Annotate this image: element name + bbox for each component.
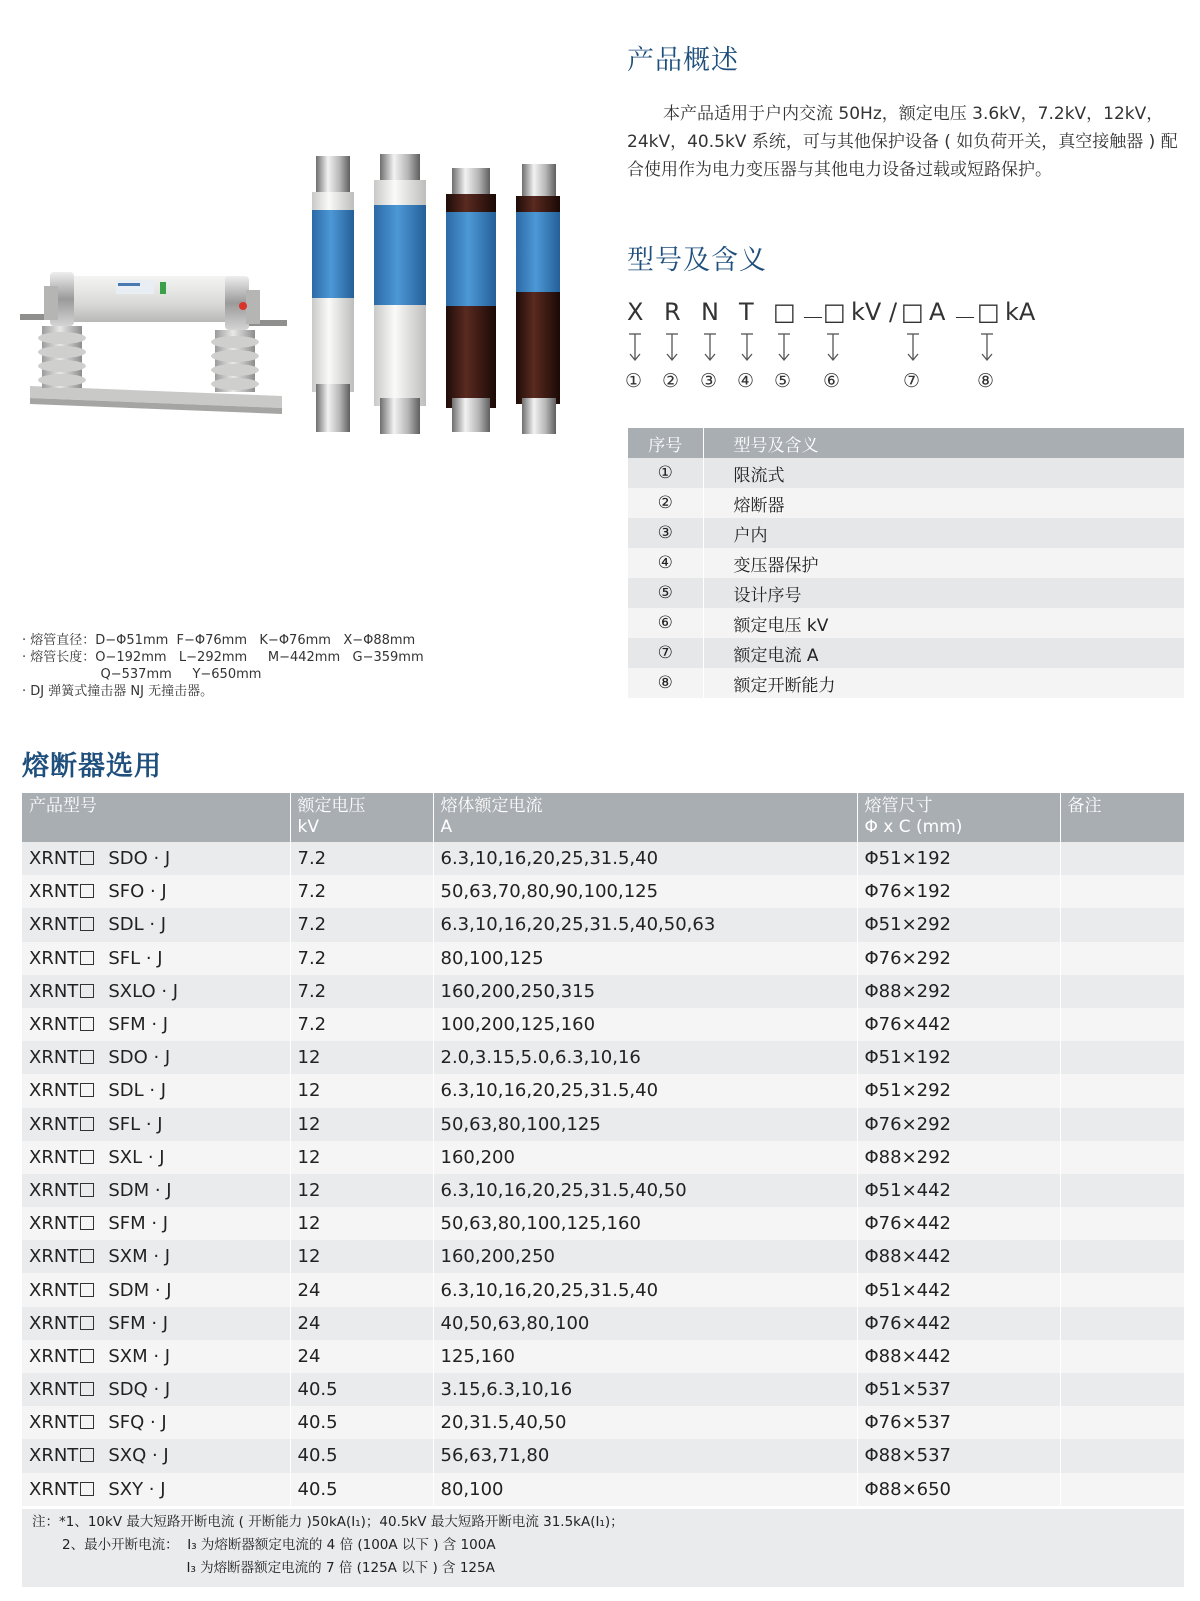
current-cell: 6.3,10,16,20,25,31.5,40,50 [433,1174,857,1207]
column-header: 备注 [1060,793,1184,842]
note-cell [1060,1340,1184,1373]
current-cell: 40,50,63,80,100 [433,1307,857,1340]
note-cell [1060,1439,1184,1472]
table-row [22,875,1184,908]
model-prefix: XRNT [29,1412,79,1434]
table-row [22,1174,1184,1207]
model-prefix: XRNT [29,1279,79,1301]
fuse-base-image [20,268,290,428]
current-cell: 160,200,250,315 [433,975,857,1008]
table-row [22,1406,1184,1439]
voltage-cell: 40.5 [290,1406,433,1439]
placeholder-box-icon [80,951,94,965]
row-meaning: 设计序号 [703,578,1184,608]
model-prefix: XRNT [29,947,79,969]
footnote-line: I₃ 为熔断器额定电流的 7 倍 (125A 以下 ) 含 125A [32,1560,495,1576]
current-cell: 50,63,70,80,90,100,125 [433,875,857,908]
table-row [22,1108,1184,1141]
model-prefix: XRNT [29,1246,79,1268]
fuse-selection-table [22,793,1184,1506]
model-suffix: SFO · J [108,881,167,903]
placeholder-box-icon [80,1150,94,1164]
table-row [22,1307,1184,1340]
model-cell [22,1041,290,1074]
model-suffix: SDO · J [108,848,171,870]
table-row [22,1008,1184,1041]
size-cell: Φ51×442 [857,1174,1060,1207]
placeholder-box-icon [80,1283,94,1297]
model-suffix: SDO · J [108,1047,171,1069]
current-cell: 50,63,80,100,125,160 [433,1207,857,1240]
model-cell [22,1240,290,1273]
table-row [22,1207,1184,1240]
model-suffix: SDL · J [108,1080,167,1102]
current-cell: 160,200,250 [433,1240,857,1273]
table-row [22,1273,1184,1306]
note-cell [1060,1041,1184,1074]
table-row [628,548,1184,578]
placeholder-box-icon [80,1017,94,1031]
code-part: － [801,304,825,332]
note-cell [1060,942,1184,975]
model-cell [22,1008,290,1041]
model-cell [22,908,290,941]
current-cell: 160,200 [433,1141,857,1174]
model-suffix: SDL · J [108,914,167,936]
placeholder-box-icon [80,1083,94,1097]
placeholder-box-icon [80,1448,94,1462]
placeholder-box-icon [80,1415,94,1429]
model-suffix: SDM · J [108,1179,172,1201]
table-row [22,942,1184,975]
selection-title: 熔断器选用 [22,751,162,782]
model-cell [22,1174,290,1207]
table-row [22,908,1184,941]
model-cell [22,1373,290,1406]
model-cell [22,942,290,975]
note-cell [1060,1141,1184,1174]
voltage-cell: 12 [290,1041,433,1074]
table-header-row [22,793,1184,842]
voltage-cell: 7.2 [290,975,433,1008]
code-number: ② [662,370,680,392]
size-cell: Φ76×442 [857,1207,1060,1240]
note-cell [1060,1307,1184,1340]
code-number: ⑥ [823,370,841,392]
code-part: N [701,298,719,326]
row-number: ② [628,488,703,518]
note-cell [1060,1074,1184,1107]
voltage-cell: 12 [290,1108,433,1141]
voltage-cell: 7.2 [290,842,433,875]
column-header: 熔体额定电流 A [433,793,857,842]
placeholder-box-icon [80,851,94,865]
table-row [628,638,1184,668]
model-suffix: SFM · J [108,1312,169,1334]
spec-line: · 熔管直径：D−Φ51mm F−Φ76mm K−Φ76mm X−Φ88mm [22,633,416,648]
placeholder-box-icon [80,1249,94,1263]
overview-text: 本产品适用于户内交流 50Hz，额定电压 3.6kV，7.2kV，12kV，24kV，40.5kV 系统，可与其他保护设备 ( 如负荷开关，真空接触器 ) 配合使用作为电力变压器与其他电力设备过载或短路保护。 [627,104,1178,180]
code-part: － [953,304,977,332]
placeholder-box-icon [80,1316,94,1330]
placeholder-box-icon [80,984,94,998]
column-header: 熔管尺寸 Φ x C (mm) [857,793,1060,842]
placeholder-box-icon [80,1382,94,1396]
model-cell [22,842,290,875]
table-row [628,488,1184,518]
code-part: □ [977,298,1000,326]
model-prefix: XRNT [29,848,79,870]
row-meaning: 额定电流 A [703,638,1184,668]
current-cell: 100,200,125,160 [433,1008,857,1041]
table-row [22,1240,1184,1273]
table-row [628,458,1184,488]
model-suffix: SXM · J [108,1246,171,1268]
table-row [22,1141,1184,1174]
model-prefix: XRNT [29,1312,79,1334]
voltage-cell: 24 [290,1340,433,1373]
code-part: R [664,298,681,326]
table-row [22,1439,1184,1472]
model-prefix: XRNT [29,1080,79,1102]
table-row [628,578,1184,608]
model-cell [22,875,290,908]
voltage-cell: 40.5 [290,1373,433,1406]
model-prefix: XRNT [29,1478,79,1500]
model-suffix: SDQ · J [108,1379,171,1401]
size-cell: Φ76×442 [857,1307,1060,1340]
note-cell [1060,975,1184,1008]
model-suffix: SFQ · J [108,1412,167,1434]
row-meaning: 户内 [703,518,1184,548]
column-header: 序号 [628,428,703,458]
model-cell [22,1406,290,1439]
model-prefix: XRNT [29,1179,79,1201]
current-cell: 6.3,10,16,20,25,31.5,40 [433,1273,857,1306]
product-photo-area [20,150,580,450]
size-cell: Φ88×537 [857,1439,1060,1472]
model-prefix: XRNT [29,914,79,936]
fuse-tubes-image [310,150,570,450]
model-cell [22,1273,290,1306]
note-cell [1060,875,1184,908]
voltage-cell: 12 [290,1141,433,1174]
current-cell: 6.3,10,16,20,25,31.5,40,50,63 [433,908,857,941]
model-suffix: SXL · J [108,1146,165,1168]
code-number: ① [625,370,643,392]
voltage-cell: 12 [290,1074,433,1107]
table-row [22,1373,1184,1406]
column-header: 型号及含义 [703,428,1184,458]
model-suffix: SFL · J [108,947,163,969]
down-arrow-row [627,332,1187,366]
row-number: ③ [628,518,703,548]
size-cell: Φ88×442 [857,1240,1060,1273]
row-number: ① [628,458,703,488]
model-suffix: SFM · J [108,1213,169,1235]
model-prefix: XRNT [29,1345,79,1367]
table-row [628,608,1184,638]
code-part: T [739,298,754,326]
size-cell: Φ76×292 [857,1108,1060,1141]
current-cell: 6.3,10,16,20,25,31.5,40 [433,1074,857,1107]
note-cell [1060,1207,1184,1240]
code-number: ③ [700,370,718,392]
row-number: ⑦ [628,638,703,668]
placeholder-box-icon [80,1117,94,1131]
code-part: A [929,298,946,326]
size-cell: Φ76×442 [857,1008,1060,1041]
size-cell: Φ76×192 [857,875,1060,908]
model-suffix: SXM · J [108,1345,171,1367]
spec-line: · 熔管长度：O−192mm L−292mm M−442mm G−359mm [22,650,424,665]
model-suffix: SDM · J [108,1279,172,1301]
code-number: ⑦ [903,370,921,392]
current-cell: 80,100 [433,1473,857,1506]
model-prefix: XRNT [29,1379,79,1401]
down-arrow-icon [907,334,919,360]
size-cell: Φ51×442 [857,1273,1060,1306]
table-row [22,1041,1184,1074]
model-cell [22,1141,290,1174]
code-number: ⑧ [977,370,995,392]
current-cell: 125,160 [433,1340,857,1373]
placeholder-box-icon [80,884,94,898]
table-row [22,1340,1184,1373]
model-cell [22,1207,290,1240]
note-cell [1060,1174,1184,1207]
voltage-cell: 12 [290,1207,433,1240]
size-cell: Φ76×537 [857,1406,1060,1439]
model-prefix: XRNT [29,1047,79,1069]
current-cell: 80,100,125 [433,942,857,975]
down-arrow-icon [981,334,993,360]
table-row [628,668,1184,698]
row-number: ⑧ [628,668,703,698]
model-prefix: XRNT [29,1213,79,1235]
code-part: kV [851,298,882,326]
size-cell: Φ88×650 [857,1473,1060,1506]
current-cell: 3.15,6.3,10,16 [433,1373,857,1406]
note-cell [1060,1273,1184,1306]
voltage-cell: 40.5 [290,1473,433,1506]
note-cell [1060,1406,1184,1439]
model-suffix: SXY · J [108,1478,166,1500]
column-header: 产品型号 [22,793,290,842]
current-cell: 50,63,80,100,125 [433,1108,857,1141]
footnote-line: 2、最小开断电流： I₃ 为熔断器额定电流的 4 倍 (100A 以下 ) 含 100A [32,1537,496,1553]
voltage-cell: 7.2 [290,942,433,975]
model-code-numbers [627,370,1187,396]
size-cell: Φ51×292 [857,1074,1060,1107]
note-cell [1060,1008,1184,1041]
code-part: X [627,298,644,326]
code-part: kA [1005,298,1036,326]
model-prefix: XRNT [29,881,79,903]
code-part: □ [901,298,924,326]
voltage-cell: 7.2 [290,908,433,941]
model-prefix: XRNT [29,1113,79,1135]
size-cell: Φ51×292 [857,908,1060,941]
voltage-cell: 24 [290,1273,433,1306]
size-cell: Φ51×537 [857,1373,1060,1406]
model-cell [22,1307,290,1340]
model-suffix: SFL · J [108,1113,163,1135]
placeholder-box-icon [80,1349,94,1363]
model-title: 型号及含义 [627,245,767,276]
row-number: ⑥ [628,608,703,638]
table-row [22,1074,1184,1107]
size-cell: Φ51×192 [857,842,1060,875]
note-cell [1060,842,1184,875]
footnote-line: 注：*1、10kV 最大短路开断电流 ( 开断能力 )50kA(I₁)；40.5kV 最大短路开断电流 31.5kA(I₁)； [32,1514,624,1530]
column-header: 额定电压 kV [290,793,433,842]
voltage-cell: 12 [290,1174,433,1207]
model-prefix: XRNT [29,980,79,1002]
model-suffix: SFM · J [108,1014,169,1036]
size-cell: Φ88×292 [857,975,1060,1008]
spec-line: Q−537mm Y−650mm [22,667,262,682]
model-cell [22,1439,290,1472]
placeholder-box-icon [80,1216,94,1230]
row-meaning: 额定开断能力 [703,668,1184,698]
row-meaning: 额定电压 kV [703,608,1184,638]
note-cell [1060,1373,1184,1406]
voltage-cell: 24 [290,1307,433,1340]
size-cell: Φ88×442 [857,1340,1060,1373]
row-meaning: 熔断器 [703,488,1184,518]
down-arrow-icon [704,334,716,360]
model-prefix: XRNT [29,1014,79,1036]
table-row [628,518,1184,548]
model-prefix: XRNT [29,1445,79,1467]
fuse-spec-notes [22,632,482,700]
placeholder-box-icon [80,917,94,931]
code-part: □ [823,298,846,326]
placeholder-box-icon [80,1482,94,1496]
model-prefix: XRNT [29,1146,79,1168]
down-arrow-icon [827,334,839,360]
code-part: / [889,298,898,326]
placeholder-box-icon [80,1050,94,1064]
voltage-cell: 7.2 [290,1008,433,1041]
row-number: ⑤ [628,578,703,608]
table-row [22,975,1184,1008]
model-suffix: SXLO · J [108,980,179,1002]
current-cell: 6.3,10,16,20,25,31.5,40 [433,842,857,875]
voltage-cell: 7.2 [290,875,433,908]
row-meaning: 变压器保护 [703,548,1184,578]
model-cell [22,975,290,1008]
overview-title: 产品概述 [627,45,739,76]
table-row [22,1473,1184,1506]
current-cell: 2.0,3.15,5.0,6.3,10,16 [433,1041,857,1074]
code-number: ④ [737,370,755,392]
voltage-cell: 40.5 [290,1439,433,1472]
spec-line: · DJ 弹簧式撞击器 NJ 无撞击器。 [22,684,214,699]
table-footnote [22,1509,1184,1587]
model-suffix: SXQ · J [108,1445,169,1467]
down-arrow-icon [666,334,678,360]
note-cell [1060,1108,1184,1141]
current-cell: 56,63,71,80 [433,1439,857,1472]
code-number: ⑤ [774,370,792,392]
down-arrow-icon [629,334,641,360]
placeholder-box-icon [80,1183,94,1197]
table-row [22,842,1184,875]
down-arrow-icon [778,334,790,360]
model-cell [22,1340,290,1373]
current-cell: 20,31.5,40,50 [433,1406,857,1439]
size-cell: Φ88×292 [857,1141,1060,1174]
size-cell: Φ76×292 [857,942,1060,975]
model-cell [22,1473,290,1506]
model-cell [22,1108,290,1141]
model-meaning-table [628,428,1184,698]
note-cell [1060,908,1184,941]
row-number: ④ [628,548,703,578]
voltage-cell: 12 [290,1240,433,1273]
model-cell [22,1074,290,1107]
size-cell: Φ51×192 [857,1041,1060,1074]
note-cell [1060,1473,1184,1506]
row-meaning: 限流式 [703,458,1184,488]
table-header-row [628,428,1184,458]
note-cell [1060,1240,1184,1273]
code-part: □ [773,298,796,326]
down-arrow-icon [741,334,753,360]
